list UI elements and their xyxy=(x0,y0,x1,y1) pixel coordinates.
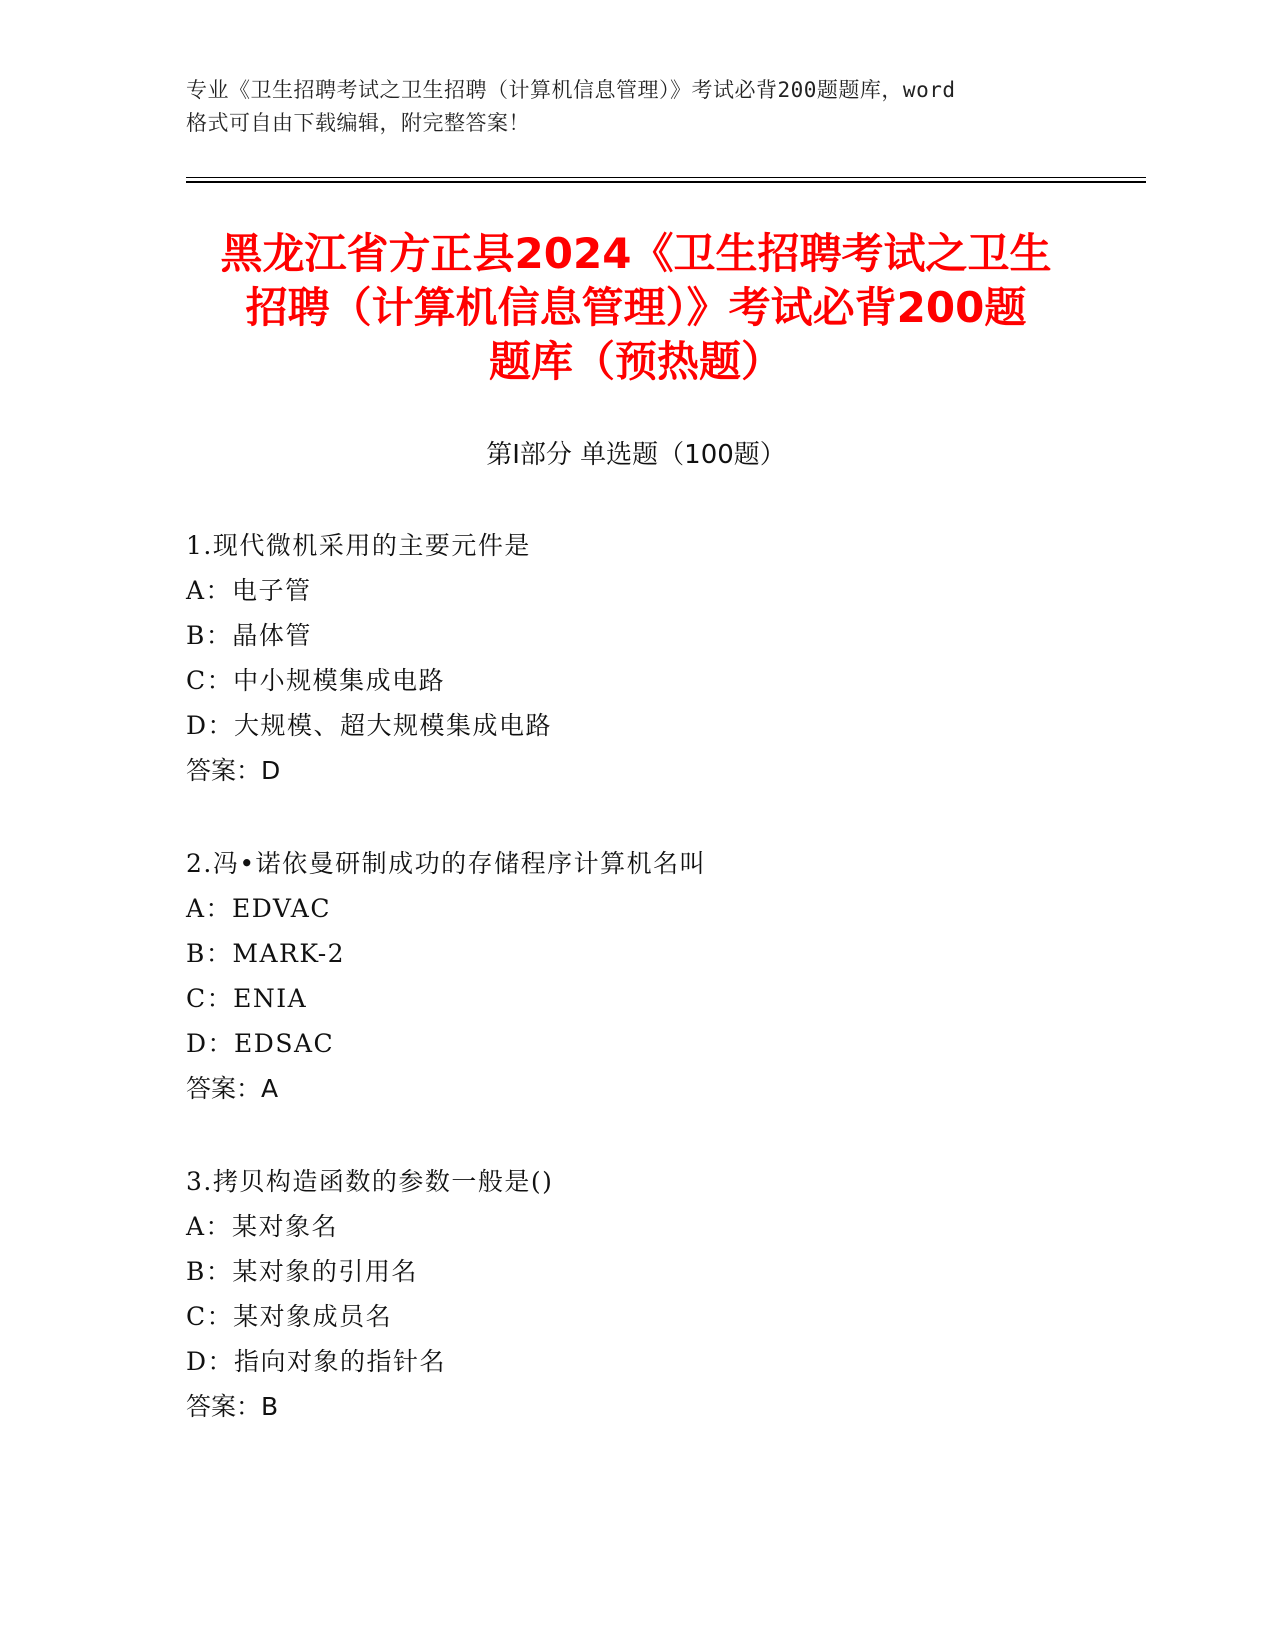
option-c: C：某对象成员名 xyxy=(186,1302,393,1331)
option-c: C：ENIA xyxy=(186,984,308,1013)
option-b: B：MARK-2 xyxy=(186,939,346,968)
option-d: D：大规模、超大规模集成电路 xyxy=(186,711,553,740)
title-line-1: 黑龙江省方正县2024《卫生招聘考试之卫生 xyxy=(220,229,1052,278)
question-stem: 1.现代微机采用的主要元件是 xyxy=(186,531,531,560)
option-a: A：某对象名 xyxy=(186,1212,339,1241)
option-a: A：EDVAC xyxy=(186,894,331,923)
answer: 答案：B xyxy=(186,1392,279,1421)
option-a: A：电子管 xyxy=(186,576,312,605)
option-d: D：指向对象的指针名 xyxy=(186,1347,447,1376)
question-stem: 2.冯•诺依曼研制成功的存储程序计算机名叫 xyxy=(186,849,707,878)
option-b: B：晶体管 xyxy=(186,621,312,650)
document-title xyxy=(186,227,1086,389)
answer: 答案：A xyxy=(186,1074,279,1103)
question-1 xyxy=(186,523,1086,793)
header-divider-thick xyxy=(186,181,1146,183)
title-line-2: 招聘（计算机信息管理）》考试必背200题 xyxy=(245,283,1027,332)
header-divider-thin xyxy=(186,177,1146,178)
header-note xyxy=(186,74,1086,140)
question-stem: 3.拷贝构造函数的参数一般是() xyxy=(186,1167,554,1196)
option-c: C：中小规模集成电路 xyxy=(186,666,446,695)
option-b: B：某对象的引用名 xyxy=(186,1257,418,1286)
option-d: D：EDSAC xyxy=(186,1029,335,1058)
section-heading: 第Ⅰ部分 单选题（100题） xyxy=(486,440,786,470)
header-note-line-1: 专业《卫生招聘考试之卫生招聘（计算机信息管理）》考试必背200题题库，word xyxy=(186,78,956,102)
question-2 xyxy=(186,841,1086,1111)
title-line-3: 题库（预热题） xyxy=(488,337,783,386)
question-3 xyxy=(186,1159,1086,1429)
header-note-line-2: 格式可自由下载编辑，附完整答案！ xyxy=(186,111,530,135)
answer: 答案：D xyxy=(186,756,281,785)
